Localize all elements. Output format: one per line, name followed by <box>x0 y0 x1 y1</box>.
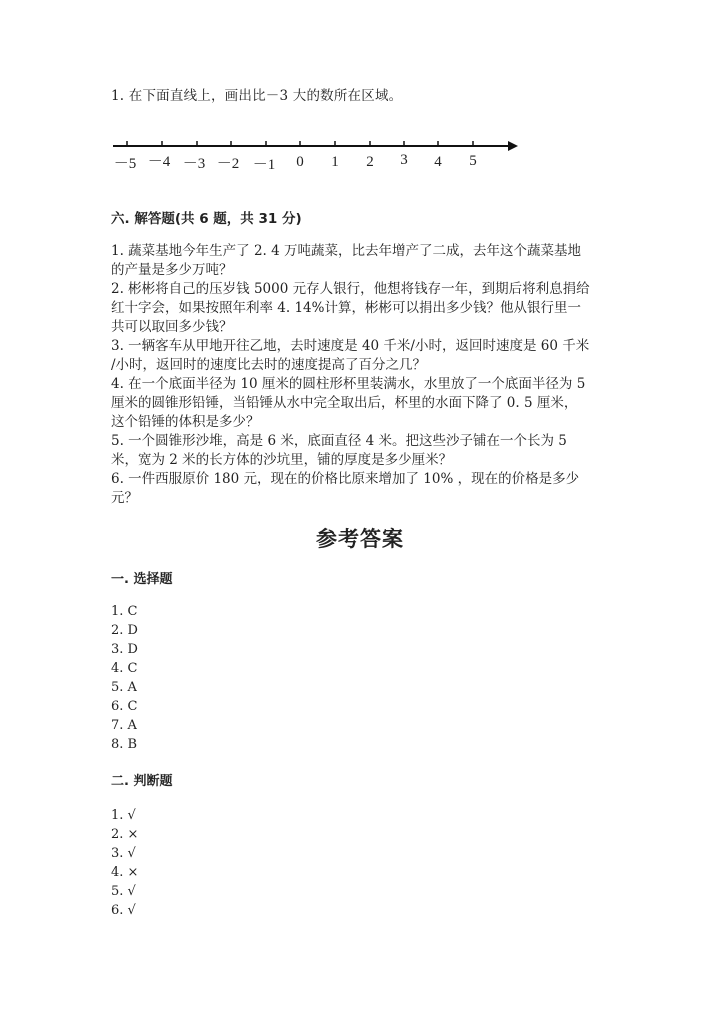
tick-label: 4 <box>434 154 442 170</box>
problem-6-line: 6. 一件西服原价 180 元，现在的价格比原来增加了 10% ，现在的价格是多少 <box>111 471 580 487</box>
tick-label: 5 <box>469 153 477 169</box>
choice-answer: 1. C <box>111 604 138 619</box>
judge-answer-list <box>111 806 138 920</box>
tick-label: －2 <box>216 156 240 172</box>
judge-answer: 3. √ <box>111 846 136 861</box>
section-title-judge: 二. 判断题 <box>111 774 173 789</box>
tick-label: 3 <box>400 152 408 168</box>
section-title-choice: 一. 选择题 <box>111 572 173 587</box>
problem-4-line: 4. 在一个底面半径为 10 厘米的圆柱形杯里装满水，水里放了一个底面半径为 5 <box>111 376 586 392</box>
tick-label: 2 <box>366 154 374 170</box>
choice-answer: 6. C <box>111 699 138 714</box>
problem-1-line: 的产量是多少万吨？ <box>111 262 233 278</box>
problem-4-line: 这个铅锤的体积是多少？ <box>111 414 260 430</box>
tick-label: 1 <box>331 154 339 170</box>
choice-answer: 8. B <box>111 737 138 752</box>
tick-label: －4 <box>147 154 171 170</box>
choice-answer: 5. A <box>111 680 137 695</box>
judge-answer: 4. × <box>111 865 139 880</box>
problem-4-line: 厘米的圆锥形铅锤，当铅锤从水中完全取出后，杯里的水面下降了 0. 5 厘米， <box>111 395 578 411</box>
problem-1-line: 1. 蔬菜基地今年生产了 2. 4 万吨蔬菜，比去年增产了二成，去年这个蔬菜基地 <box>111 243 582 259</box>
judge-answer: 1. √ <box>111 808 136 823</box>
choice-answer: 4. C <box>111 661 138 676</box>
judge-answer: 5. √ <box>111 884 136 899</box>
section-title-problems: 六. 解答题(共 6 题，共 31 分) <box>111 211 302 227</box>
problem-2-line: 共可以取回多少钱？ <box>111 319 233 335</box>
choice-answer: 2. D <box>111 623 138 638</box>
problem-5-line: 米，宽为 2 米的长方体的沙坑里，铺的厚度是多少厘米？ <box>111 452 453 468</box>
judge-answer: 2. × <box>111 827 139 842</box>
tick-label: －5 <box>113 156 137 172</box>
problem-3-line: /小时，返回时的速度比去时的速度提高了百分之几？ <box>111 357 427 373</box>
problem-list <box>111 242 611 508</box>
question-number-line-instruction: 1. 在下面直线上，画出比－3 大的数所在区域。 <box>111 88 403 104</box>
judge-answer: 6. √ <box>111 903 136 918</box>
choice-answer: 7. A <box>111 718 137 733</box>
problem-2-line: 2. 彬彬将自己的压岁钱 5000 元存人银行，他想将钱存一年，到期后将利息捐给 <box>111 281 590 297</box>
number-line-diagram <box>108 128 528 178</box>
tick-label: 0 <box>296 154 304 170</box>
problem-6-line: 元？ <box>111 490 138 506</box>
problem-5-line: 5. 一个圆锥形沙堆，高是 6 米，底面直径 4 米。把这些沙子铺在一个长为 5 <box>111 433 567 449</box>
tick-label: －1 <box>252 157 276 173</box>
tick-label: －3 <box>182 156 206 172</box>
problem-2-line: 红十字会，如果按照年利率 4. 14%计算，彬彬可以捐出多少钱？他从银行里一 <box>111 300 581 316</box>
answers-title: 参考答案 <box>316 527 404 551</box>
choice-answer: 3. D <box>111 642 138 657</box>
choice-answer-list <box>111 602 138 754</box>
problem-3-line: 3. 一辆客车从甲地开往乙地，去时速度是 40 千米/小时，返回时速度是 60 千米 <box>111 338 590 354</box>
